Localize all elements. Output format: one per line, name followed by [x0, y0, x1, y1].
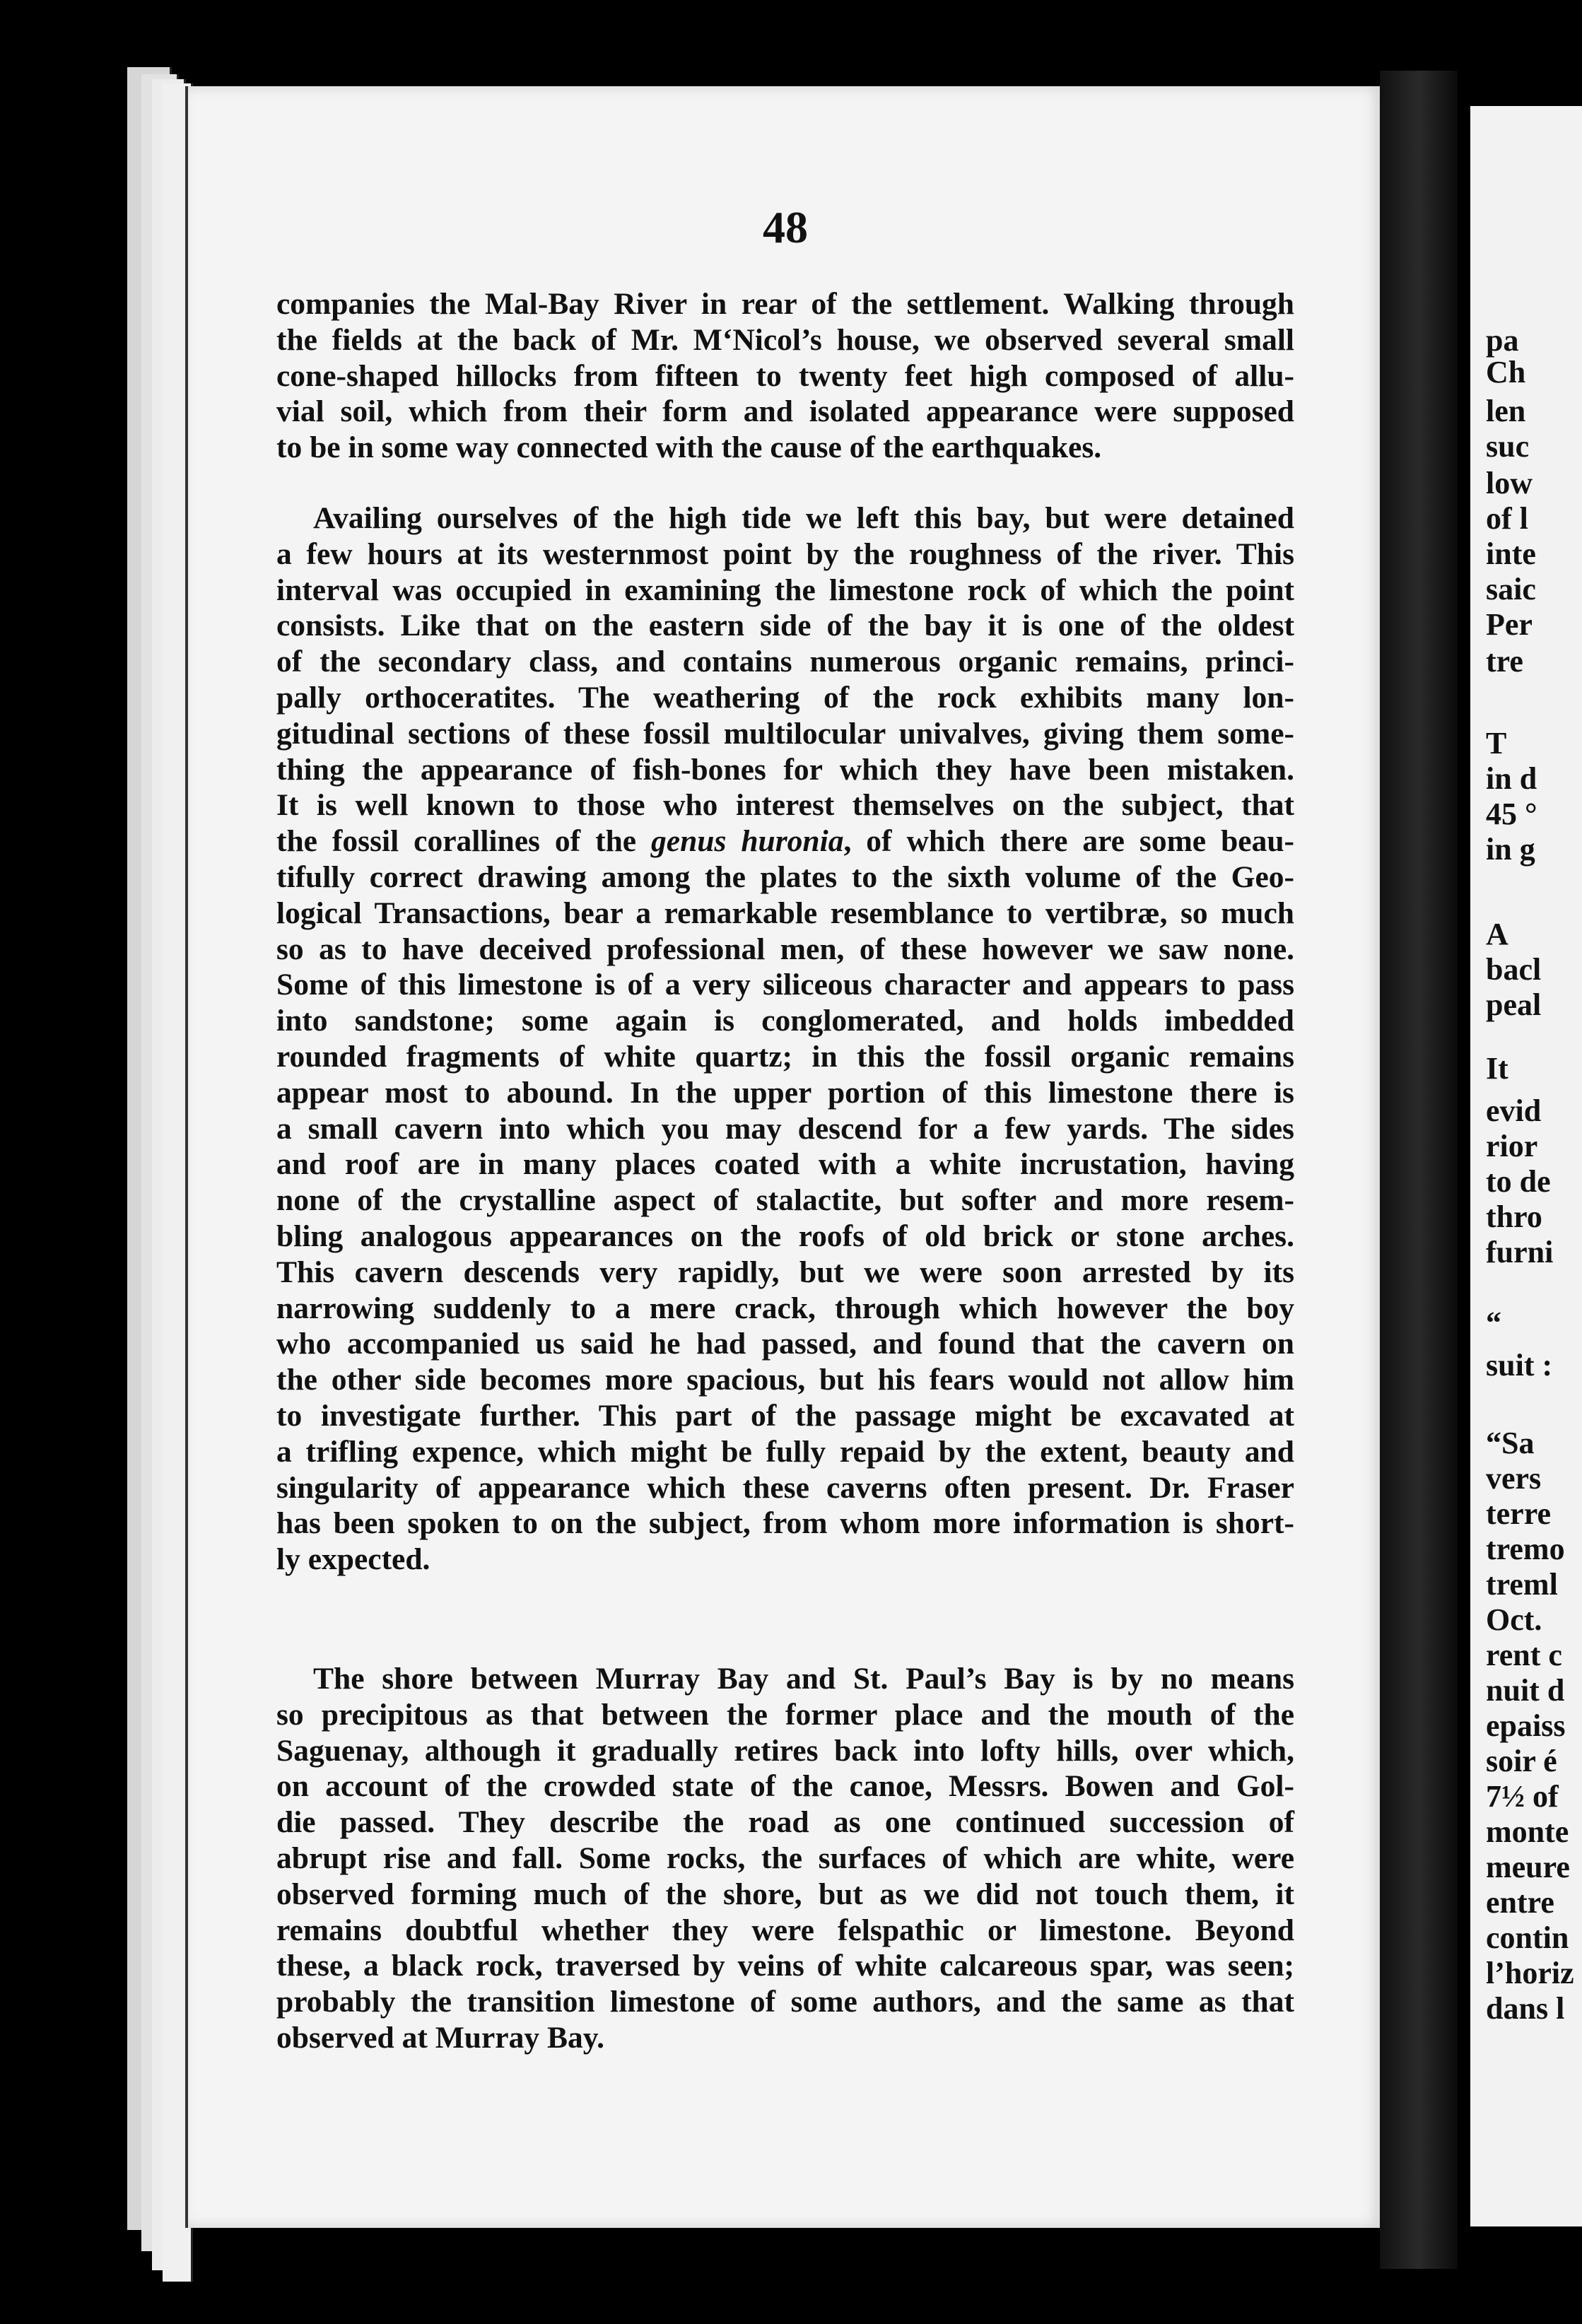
text-line: This cavern descends very rapidly, but we were soon arrested by its — [276, 1255, 1294, 1289]
text-line: the fields at the back of Mr. M‘Nicol’s house, we observed several small — [276, 322, 1294, 357]
right-page-text-fragment: Per — [1486, 607, 1533, 642]
text-line: observed forming much of the shore, but as we did not touch them, it — [276, 1877, 1294, 1911]
text-line: a trifling expence, which might be fully repaid by the extent, beauty and — [276, 1434, 1294, 1469]
text-line: appear most to abound. In the upper portion of this limestone there is — [276, 1075, 1294, 1110]
right-page-text-fragment: It — [1486, 1051, 1508, 1086]
paragraph-1 — [276, 286, 1294, 466]
right-page-text-fragment: 7½ of — [1486, 1779, 1559, 1814]
text-line: into sandstone; some again is conglomerated, and holds imbedded — [276, 1004, 1294, 1038]
right-page-text-fragment: in g — [1486, 832, 1535, 867]
text-line: narrowing suddenly to a mere crack, through which however the boy — [276, 1291, 1294, 1325]
text-line: companies the Mal-Bay River in rear of the settlement. Walking through — [276, 287, 1294, 321]
right-page-text-fragment: suit : — [1486, 1348, 1553, 1383]
right-page-text-fragment: T — [1486, 726, 1507, 761]
text-line: consists. Like that on the eastern side of the bay it is one of the oldest — [276, 609, 1294, 643]
text-line: Saguenay, although it gradually retires back into lofty hills, over which, — [276, 1733, 1294, 1768]
right-page-text-fragment: suc — [1486, 429, 1530, 464]
text-line: so precipitous as that between the former place and the mouth of the — [276, 1697, 1294, 1732]
right-page-text-fragment: rent c — [1486, 1638, 1562, 1672]
right-page-text-fragment: 45 ° — [1486, 797, 1537, 831]
paragraph-2 — [276, 500, 1294, 1578]
text-line: a small cavern into which you may descend for a few yards. The sides — [276, 1111, 1294, 1146]
text-line: of the secondary class, and contains numerous organic remains, princi- — [276, 645, 1294, 679]
right-page-text-fragment: contin — [1486, 1920, 1569, 1955]
text-line: ly expected. — [276, 1542, 430, 1577]
right-page-text-fragment: rior — [1486, 1129, 1538, 1163]
right-page-text-fragment: inte — [1486, 536, 1536, 571]
book-page-right-fragment — [1470, 106, 1582, 2226]
right-page-text-fragment: vers — [1486, 1461, 1542, 1496]
text-line: has been spoken to on the subject, from whom more information is short- — [276, 1506, 1294, 1541]
right-page-text-fragment: nuit d — [1486, 1673, 1565, 1708]
text-line: a few hours at its westernmost point by the roughness of the river. This — [276, 536, 1294, 571]
paragraph-3 — [276, 1661, 1294, 2056]
right-page-text-fragment: saic — [1486, 572, 1536, 606]
right-page-text-fragment: low — [1486, 466, 1533, 500]
text-line: observed at Murray Bay. — [276, 2020, 604, 2055]
right-page-text-fragment: thro — [1486, 1199, 1542, 1234]
text-line: who accompanied us said he had passed, and found that the cavern on — [276, 1327, 1294, 1361]
text-line: thing the appearance of fish-bones for which they have been mistaken. — [276, 752, 1294, 787]
text-line: on account of the crowded state of the canoe, Messrs. Bowen and Gol- — [276, 1769, 1294, 1804]
right-page-text-fragment: treml — [1486, 1567, 1558, 1602]
right-page-text-fragment: peal — [1486, 987, 1542, 1022]
text-line: The shore between Murray Bay and St. Paul’s Bay is by no means — [313, 1662, 1294, 1696]
right-page-text-fragment: soir é — [1486, 1744, 1557, 1778]
right-page-text-fragment: to de — [1486, 1164, 1551, 1199]
text-line: to investigate further. This part of the passage might be excavated at — [276, 1398, 1294, 1433]
text-line: probably the transition limestone of some authors, and the same as that — [276, 1985, 1294, 2019]
text-line: remains doubtful whether they were felspathic or limestone. Beyond — [276, 1913, 1294, 1947]
right-page-text-fragment: len — [1486, 394, 1526, 428]
right-page-text-fragment: Ch — [1486, 355, 1526, 389]
text-line: Availing ourselves of the high tide we left this bay, but were detained — [313, 501, 1294, 535]
right-page-text-fragment: pa — [1486, 323, 1519, 358]
text-line: the fossil corallines of the genus huronia, of which there are some beau- — [276, 824, 1294, 859]
text-line: interval was occupied in examining the limestone rock of which the point — [276, 573, 1294, 607]
right-page-text-fragment: monte — [1486, 1814, 1569, 1849]
right-page-text-fragment: A — [1486, 917, 1508, 951]
text-line: these, a black rock, traversed by veins of white calcareous spar, was seen; — [276, 1949, 1294, 1983]
right-page-text-fragment: in d — [1486, 761, 1537, 796]
book-page-left — [185, 86, 1383, 2228]
right-page-text-fragment: terre — [1486, 1496, 1551, 1531]
text-line: pally orthoceratites. The weathering of the rock exhibits many lon- — [276, 680, 1294, 715]
right-page-text-fragment: entre — [1486, 1885, 1554, 1920]
text-line: the other side becomes more spacious, but his fears would not allow him — [276, 1363, 1294, 1397]
text-line: singularity of appearance which these caverns often present. Dr. Fraser — [276, 1470, 1294, 1505]
right-page-text-fragment: l’horiz — [1486, 1956, 1574, 1990]
right-page-text-fragment: epaiss — [1486, 1708, 1566, 1743]
right-page-text-fragment: “Sa — [1486, 1426, 1535, 1460]
text-line: gitudinal sections of these fossil multilocular univalves, giving them some- — [276, 716, 1294, 751]
right-page-text-fragment: furni — [1486, 1235, 1554, 1269]
text-line: none of the crystalline aspect of stalactite, but softer and more resem- — [276, 1183, 1294, 1218]
right-page-text-fragment: Oct. — [1486, 1602, 1542, 1637]
text-line: It is well known to those who interest themselves on the subject, that — [276, 788, 1294, 823]
text-line: die passed. They describe the road as one continued succession of — [276, 1805, 1294, 1840]
text-line: rounded fragments of white quartz; in this the fossil organic remains — [276, 1039, 1294, 1074]
page-number: 48 — [763, 202, 808, 252]
text-line: bling analogous appearances on the roofs of old brick or stone arches. — [276, 1219, 1294, 1253]
right-page-text-fragment: meure — [1486, 1850, 1570, 1884]
text-line: tifully correct drawing among the plates to the sixth volume of the Geo- — [276, 859, 1294, 894]
right-page-text-fragment: “ — [1486, 1305, 1501, 1340]
right-page-text-fragment: dans l — [1486, 1991, 1565, 2026]
text-line: and roof are in many places coated with a white incrustation, having — [276, 1147, 1294, 1182]
right-page-text-fragment: of l — [1486, 501, 1528, 536]
right-page-text-fragment: evid — [1486, 1093, 1542, 1128]
right-page-text-fragment: tremo — [1486, 1532, 1565, 1566]
text-line: vial soil, which from their form and isolated appearance were supposed — [276, 394, 1294, 429]
right-page-text-fragment: bacl — [1486, 952, 1542, 987]
text-line: to be in some way connected with the cause of the earthquakes. — [276, 430, 1102, 465]
text-line: logical Transactions, bear a remarkable resemblance to vertibræ, so much — [276, 896, 1294, 930]
text-line: so as to have deceived professional men, of these however we saw none. — [276, 932, 1294, 966]
right-page-text-fragment: tre — [1486, 644, 1523, 679]
book-gutter — [1380, 71, 1458, 2269]
text-line: cone-shaped hillocks from fifteen to twenty feet high composed of allu- — [276, 358, 1294, 393]
text-line: Some of this limestone is of a very siliceous character and appears to pass — [276, 968, 1294, 1002]
text-line: abrupt rise and fall. Some rocks, the surfaces of which are white, were — [276, 1841, 1294, 1875]
